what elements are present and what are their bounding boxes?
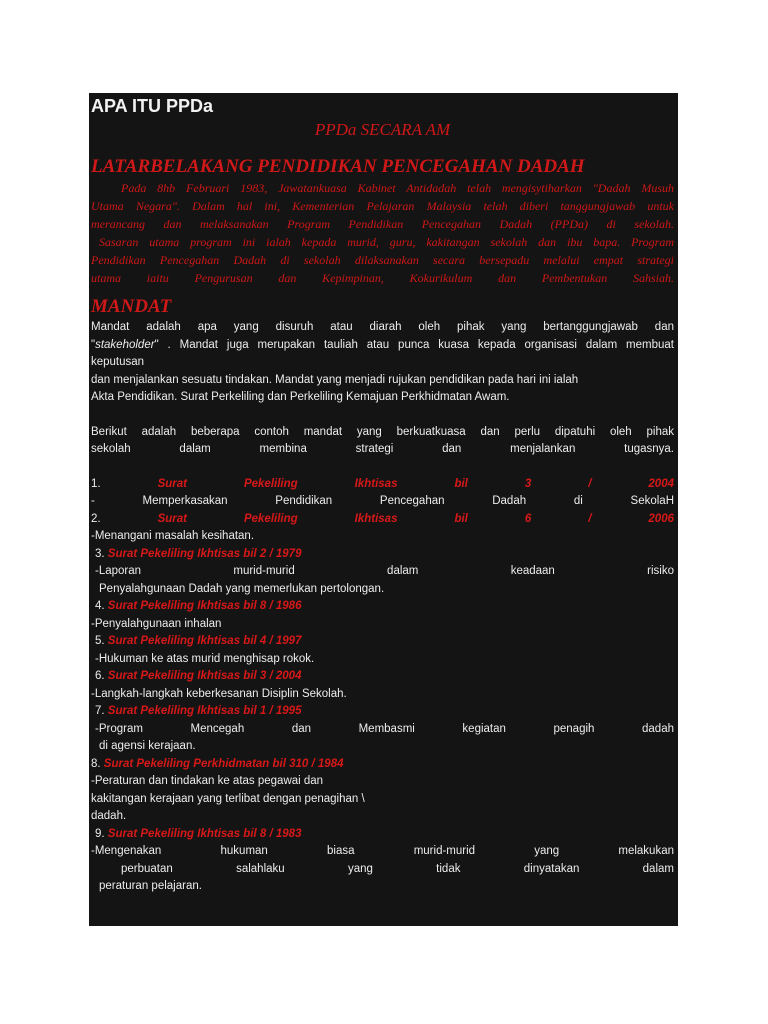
circular-description: dadah. (91, 810, 127, 822)
page-title: APA ITU PPDa (91, 96, 214, 116)
quote-mark: " (91, 338, 96, 351)
mandat-heading: MANDAT (91, 296, 172, 317)
item-number: 4. (95, 600, 108, 612)
item-number: 2. (91, 512, 158, 525)
circular-reference: Surat Pekeliling Ikhtisas bil 3 / 2004 (107, 670, 302, 682)
mandat-line: keputusan (91, 356, 145, 368)
item-number: 9. (95, 827, 108, 840)
circular-reference: Surat Pekeliling Perkhidmatan bil 310 / 1984 (103, 757, 344, 770)
intro-line: merancang dan melaksanakan Program Pendidikan Pencegahan Dadah (PPDa) di sekolah. (91, 217, 674, 231)
intro-line: Sasaran utama program ini ialah kepada murid, guru, kakitangan sekolah dan ibu bapa. Program (99, 235, 674, 249)
circular-description: di agensi kerajaan. (99, 740, 196, 752)
circular-description: Penyalahgunaan Dadah yang memerlukan pertolongan. (99, 582, 385, 595)
document-page (89, 93, 678, 926)
circular-description: -Program Mencegah dan Membasmi kegiatan penagih dadah (95, 722, 674, 735)
circular-description: kakitangan kerajaan yang terlibat dengan penagihan \ (91, 792, 365, 805)
item-number: 5. (95, 635, 108, 647)
circular-heading (91, 756, 674, 774)
mandat-paragraph (91, 319, 674, 476)
circular-reference: Surat Pekeliling Ikhtisas bil 8 / 1986 (107, 600, 302, 612)
circular-description: -Peraturan dan tindakan ke atas pegawai dan (91, 775, 324, 787)
intro-line: Pada 8hb Februari 1983, Jawatankuasa Kabinet Antidadah telah mengisytiharkan "Dadah Musuh (121, 181, 674, 195)
circular-reference: Surat Pekeliling Ikhtisas bil 6 / 2006 (157, 512, 674, 525)
mandat-line: sekolah dalam membina strategi dan menjalankan tugasnya. (91, 443, 674, 455)
circular-reference: Surat Pekeliling Ikhtisas bil 3 / 2004 (157, 477, 674, 490)
item-number: 7. (95, 705, 108, 717)
circular-heading (91, 826, 674, 844)
circular-list (91, 476, 674, 896)
intro-paragraph (91, 179, 674, 287)
mandat-line: Mandat adalah apa yang disuruh atau diarah oleh pihak yang bertanggungjawab dan (91, 321, 674, 333)
mandat-line: dan menjalankan sesuatu tindakan. Mandat yang menjadi rujukan pendidikan pada hari ini ialah (91, 373, 579, 386)
stakeholder-term: stakeholder (95, 338, 155, 351)
mandat-line (91, 337, 674, 355)
circular-heading (91, 633, 674, 651)
circular-heading (91, 668, 674, 686)
intro-line: utama iaitu Pengurusan dan Kepimpinan, Kokurikulum dan Pembentukan Sahsiah. (91, 271, 674, 285)
circular-description: -Penyalahgunaan inhalan (91, 617, 222, 630)
subtitle: PPDa SECARA AM (314, 120, 451, 139)
circular-heading (91, 598, 674, 616)
circular-heading (91, 476, 674, 494)
mandat-line: Akta Pendidikan. Surat Perkeliling dan Perkeliling Kemajuan Perkhidmatan Awam. (91, 391, 510, 403)
background-heading: LATARBELAKANG PENDIDIKAN PENCEGAHAN DADAH (91, 156, 585, 177)
item-number: 3. (95, 547, 108, 560)
circular-description: -Mengenakan hukuman biasa murid-murid yang melakukan (91, 845, 674, 857)
mandat-line-rest: " . Mandat juga merupakan tauliah atau punca kuasa kepada organisasi dalam membuat (154, 338, 674, 351)
circular-reference: Surat Pekeliling Ikhtisas bil 1 / 1995 (107, 705, 302, 717)
circular-description: peraturan pelajaran. (99, 880, 202, 892)
circular-reference: Surat Pekeliling Ikhtisas bil 2 / 1979 (107, 547, 302, 560)
circular-reference: Surat Pekeliling Ikhtisas bil 4 / 1997 (107, 635, 302, 647)
circular-description: -Menangani masalah kesihatan. (91, 530, 255, 542)
circular-description: -Hukuman ke atas murid menghisap rokok. (95, 652, 315, 665)
circular-heading (91, 703, 674, 721)
circular-reference: Surat Pekeliling Ikhtisas bil 8 / 1983 (107, 827, 302, 840)
item-number: 8. (91, 757, 104, 770)
circular-heading (91, 511, 674, 529)
circular-description: -Langkah-langkah keberkesanan Disiplin Sekolah. (91, 687, 347, 700)
intro-line: Pendidikan Pencegahan Dadah di sekolah dilaksanakan secara bersepadu melalui empat strategi (91, 253, 674, 267)
item-number: 1. (91, 477, 158, 490)
circular-description: -Laporan murid-murid dalam keadaan risiko (95, 565, 674, 577)
circular-description: perbuatan salahlaku yang tidak dinyatakan dalam (121, 862, 674, 875)
intro-line: Utama Negara". Dalam hal ini, Kementerian Pelajaran Malaysia telah diberi tanggungjawab untuk (91, 199, 674, 213)
mandat-line: Berikut adalah beberapa contoh mandat yang berkuatkuasa dan perlu dipatuhi oleh pihak (91, 425, 674, 438)
circular-description: - Memperkasakan Pendidikan Pencegahan Dadah di SekolaH (91, 495, 674, 507)
circular-heading (91, 546, 674, 564)
item-number: 6. (95, 670, 108, 682)
